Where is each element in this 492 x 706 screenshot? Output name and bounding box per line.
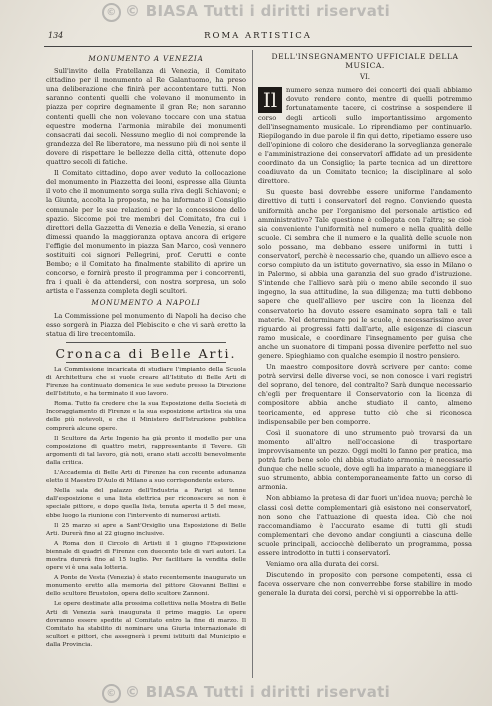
heading-monumento-venezia: MONUMENTO A VENEZIA xyxy=(88,54,204,63)
watermark-text: © BIASA Tutti i diritti riservati xyxy=(124,683,391,701)
running-title: ROMA ARTISTICA xyxy=(204,31,312,41)
paragraph: Così il suonatore di uno strumento può trovarsi da un momento all'altro nell'occasione di trasportare improvvisamente un pezzo. Oggi molti lo fanno per pratica, ma potrà farlo bene solo chi abbia studiato armonia; è necessario dunque che nelle scuole, dove egli ha imparato a maneggiare il suo strumento, abbia contemporaneamente fatto un corso di armonia. xyxy=(258,428,472,492)
section-rule xyxy=(66,342,226,343)
drop-capital: Il xyxy=(258,87,282,113)
header-rule xyxy=(44,46,472,47)
news-item: L'Accademia di Belle Arti di Firenze ha con recente adunanza eletto il Maestro D'Aulo di Milano a suo corrispondente estero. xyxy=(46,470,246,485)
left-column xyxy=(46,52,246,651)
column-divider xyxy=(252,50,253,678)
paragraph: Veniamo ora alla durata dei corsi. xyxy=(266,560,379,569)
news-item: A Ponte de Vesta (Venezia) è stato recentemente inaugurato un monumento eretto alla memoria del pittore Giovanni Bellini e dello scultore Brustolon, opera dello scultore Zannoni. xyxy=(46,575,246,598)
article-title: DELL'INSEGNAMENTO UFFICIALE DELLA MUSICA. xyxy=(271,52,459,71)
news-item: A Roma don il Circolo di Artisti il 1 giugno l'Esposizione biennale di quadri di Firenze con duecento tele di vari autori. La mostra durerà fino al 15 luglio. Per facilitare la vendita delle opere vi è una sala lotteria. xyxy=(46,540,246,572)
watermark-bottom xyxy=(0,683,492,703)
news-item: Le opere destinate alla prossima collettiva nella Mostra di Belle Arti di Venezia sarà inaugurata il primo maggio. Le opere dovranno essere spedite al Comitato entro la fine di marzo. Il Comitato ha stabilito di nominare una Giuria internazionale di scultori e pittori, che assegnerà i premi istituiti dal Municipio e dalla Provincia. xyxy=(46,601,246,648)
paragraph: Discutendo in proposito con persone competenti, essa ci faceva osservare che non converrebbe forse stabilire in modo generale la durata dei corsi, perchè vi si opporrebbe la atti- xyxy=(258,571,472,598)
paragraph: Sull'invito della Fratellanza di Venezia, il Comitato cittadino per il monumento al Re Galantuomo, ha preso una deliberazione che finirà per accontentare tutti. Non saranno contenti quelli che volevano il monumento in piazza per coprire degnamente il gran Re; non saranno contenti quelli che non volevano toccare con una statua equestre moderna l'armonia mirabile dei monumenti consacrati dai secoli. Nessuno meglio di noi comprende la grandezza del Re liberatore, ma nessuno più di noi sente il dovere di rispettare le bellezze della città, ottenute dopo quattro secoli di fatiche. xyxy=(46,67,246,167)
news-item: Nella sala del palazzo dell'Industria a Parigi si tenne dall'esposizione e una lista elettrica per riconoscere se non è speciale pittore, e dopo quella lista, tenuta aperta il 5 del mese, ebbe luogo la riunione con l'intervento di numerosi artisti. xyxy=(46,488,246,519)
paragraph: La Commissione pel monumento di Napoli ha deciso che esso sorgerà in Piazza del Plebiscito e che vi sarà eretto la statua di lire trecentomila. xyxy=(46,311,246,338)
article-part-number: VI. xyxy=(359,73,371,82)
news-item: La Commissione incaricata di studiare l'impianto della Scuola di Architettura che si vuole creare all'Istituto di Belle Arti di Firenze ha continuato domenica le sue sedute presso la Direzione dell'Istituto, e ha terminato il suo lavoro. xyxy=(46,366,246,398)
news-item: Il Scultore da Arte Ingenio ha già pronto il modello per una composizione di quattro metri, rappresentante il Tevere. Gli argomenti di tal lavoro, già noti, erano stati accolti benevolmente dalla critica. xyxy=(46,435,246,466)
watermark-top xyxy=(0,2,492,22)
paragraph: numero senza numero dei concerti dei quali abbiamo dovuto rendere conto, mentre di quelli potremmo fortunatamente tacere, ci costrinse a sospendere il corso degli articoli sullo importantissimo argomento dell'insegnamento musicale. Lo riprendiamo per continuarlo. Riepilogando in due parole il fin qui detto, ripetiamo essere uso dell'opinione di coloro che desiderano la sorveglianza generale e l'amministrazione dei conservatorî affidate ad un presidente coordinato da un Consiglio; la parte tecnica ad un direttore coadiuvato da un Comitato tecnico; la disciplinare al solo direttore. xyxy=(258,86,472,186)
copyright-icon: © xyxy=(102,684,121,703)
watermark-text: © BIASA Tutti i diritti riservati xyxy=(124,2,391,20)
section-rule xyxy=(66,362,226,363)
paragraph: Su queste basi dovrebbe essere uniforme l'andamento direttivo di tutti i conservatorî del regno. Conviendo questa uniformità anche per l'organismo del personale artistico ed amministrativo? Tale questione è collegata con l'altra; se cioè sia conveniente l'uniformità nel numero e nella qualità delle scuole. Ci sembra che il numero e la qualità delle scuole non solo possano, ma debbano essere uniformi in tutti i conservatorî, perchè è necessario che, quando un allievo esce a corso compiuto da un istituto governativo, sia esso in Milano o in Palermo, si abbia una garanzia del suo grado d'istruzione. S'intende che l'allievo sarà più o meno abile secondo il suo ingegno, la sua attitudine, la sua diligenza; ma tutti debbono sapere che quell'allievo per uscire con la licenza del conservatorio ha dovuto essere esaminato sopra tali e tali materie. Nel determinare poi le scuole, è necessarissimo aver riguardo ai progressi fatti dall'arte, alle esigenze di ciascun ramo musicale, e coordinare l'insegnamento per guisa che anche un suonatore di timpani possa divenire perfetto nel suo genere. Spieghiamo con qualche esempio il nostro pensiero. xyxy=(258,188,472,360)
heading-monumento-napoli: MONUMENTO A NAPOLI xyxy=(91,298,201,308)
copyright-icon: © xyxy=(102,3,121,22)
news-item: Roma. Tutto fa credere che la sua Esposizione della Società di Incoraggiamento di Firenze e la sua esposizione artistica sia una delle più notevoli, e che il Ministero dell'Istruzione pubblica comprerà alcune opere. xyxy=(46,401,246,432)
paragraph: Un maestro compositore dovrà scrivere per canto: come potrà servirsi delle diverse voci, se non conosce i vari registri del soprano, del tenore, del contralto? Sarà dunque necessario ch'egli per frequentare il Conservatorio con la licenza di compositore abbia anche studiato il canto, almeno teoricamente, ed apprese tutto ciò che si riconosca indispensabile per ben comporre. xyxy=(258,363,472,426)
page-header xyxy=(44,30,472,44)
paragraph: Il Comitato cittadino, dopo aver veduto la collocazione del monumento in Piazzetta dei leoni, espresse alla Giunta il voto che il monumento sorga sulla riva degli Schiavoni; e la Giunta, accolta la proposta, ne ha informato il Consiglio comunale per le sue relazioni e per la concessione dello spazio. Siccome poi tre membri del Comitato, fra cui i direttori della Gazzetta di Venezia e della Venezia, si erano dimessi quando la maggioranza optava ancora di erigere l'effigie del monumento in piazza San Marco, così vennero sostituiti coi signori Pellegrini, prof. Cerutti e conte Bembo; e il Comitato ha finalmente stabilito di aprire un concorso, e fornirà presto il programma per i concorrenti, fra i quali è da attendersi, con nostra sorpresa, un solo artista e l'assenza completa degli scultori. xyxy=(46,169,246,296)
paragraph: Non abbiamo la pretesa di dar fuori un'idea nuova; perchè le classi così dette complementari già esistono nei conservatorî, non sono che l'attuazione di questa idea. Ciò che noi raccomandiamo è l'accurato esame di tutti gli studi complementari che devono andar congiunti a ciascuna delle scuole principali, acciocchè deliberato un programma, possa essere introdotto in tutti i conservatorî. xyxy=(258,494,472,557)
news-item: Il 25 marzo si apre a Sant'Orsiglio una Esposizione di Belle Arti. Durerà fino al 22 giugno inclusive. xyxy=(46,522,246,537)
page-number: 134 xyxy=(48,31,64,40)
section-title: Cronaca di Belle Arti. xyxy=(55,345,237,361)
right-column xyxy=(258,52,472,600)
